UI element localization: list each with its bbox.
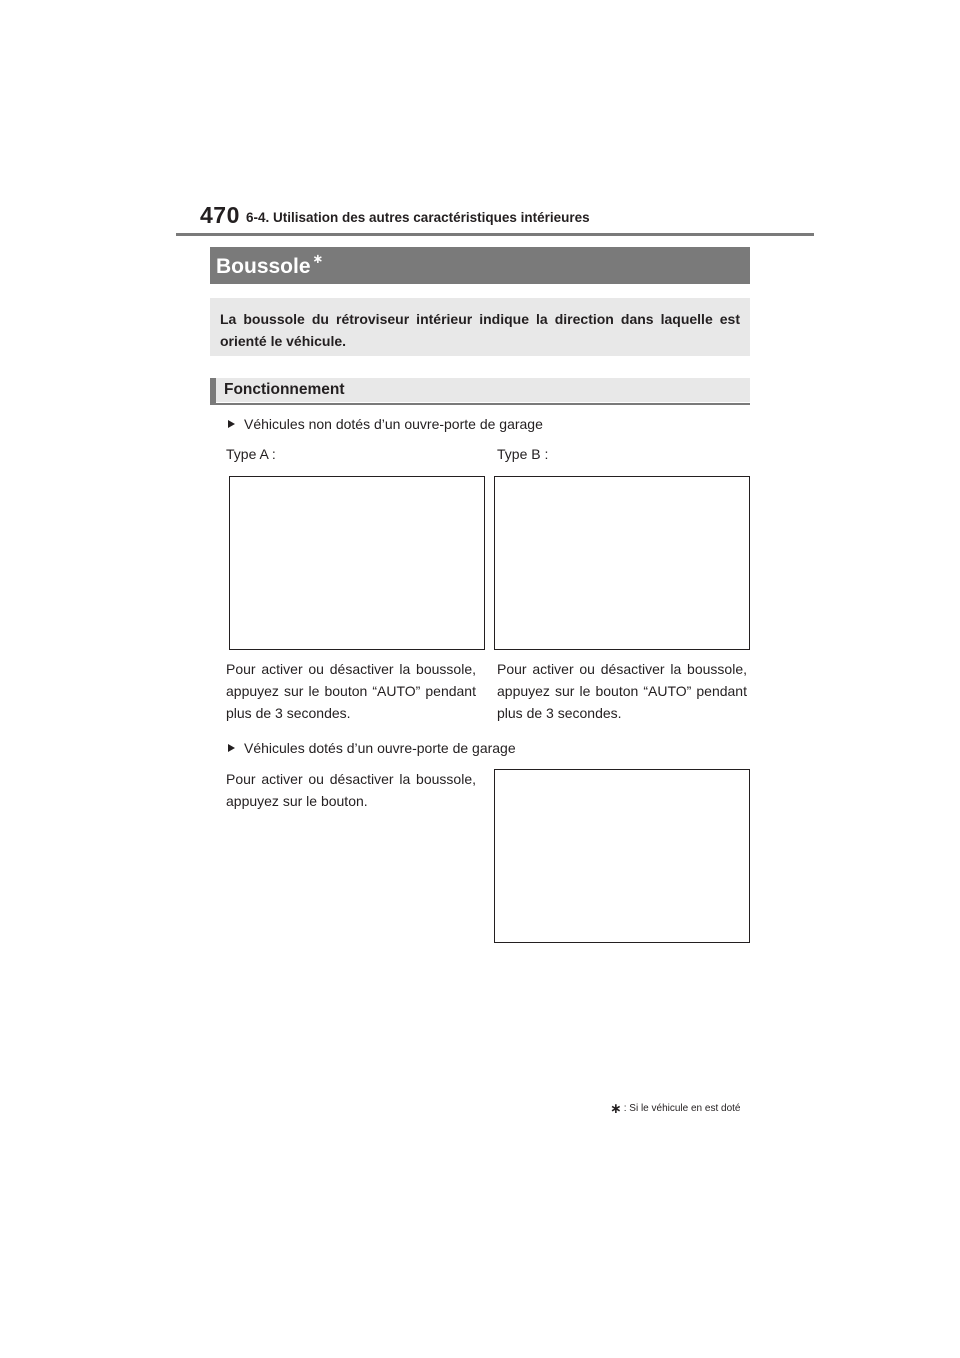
footnote: [610, 1100, 740, 1117]
type-a-label: Type A :: [226, 446, 276, 462]
type-b-label: Type B :: [497, 446, 549, 462]
subsection-title: Fonctionnement: [224, 381, 345, 398]
page-number: 470: [200, 202, 240, 228]
bullet-with-garage-opener: [228, 740, 516, 756]
asterisk-icon: ∗: [610, 1100, 622, 1116]
bullet-without-garage-opener: [228, 416, 543, 432]
bullet-without-garage-text: Véhicules non dotés d’un ouvre-porte de garage: [244, 416, 543, 432]
section-header: 6-4. Utilisation des autres caractéristiques intérieures: [246, 210, 590, 225]
garage-opener-figure: [494, 769, 750, 943]
optional-equipment-marker: ∗: [312, 251, 324, 266]
type-a-instruction: Pour activer ou désactiver la boussole, appuyez sur le bouton “AUTO” pendant plus de 3 secondes.: [226, 661, 476, 721]
subsection-underline: [210, 403, 750, 405]
intro-text: La boussole du rétroviseur intérieur indique la direction dans laquelle est orienté le véhicule.: [220, 311, 740, 349]
triangle-bullet-icon: [228, 420, 235, 428]
subsection-accent-bar: [210, 378, 216, 405]
type-b-figure: [494, 476, 750, 650]
bullet-with-garage-text: Véhicules dotés d’un ouvre-porte de garage: [244, 740, 516, 756]
footnote-text: : Si le véhicule en est doté: [623, 1103, 741, 1114]
type-b-instruction: Pour activer ou désactiver la boussole, appuyez sur le bouton “AUTO” pendant plus de 3 secondes.: [497, 661, 747, 721]
triangle-bullet-icon: [228, 744, 235, 752]
page-title: [216, 253, 323, 279]
garage-opener-instruction: Pour activer ou désactiver la boussole, appuyez sur le bouton.: [226, 771, 476, 809]
type-a-figure: [229, 476, 485, 650]
header-rule: [176, 233, 814, 236]
page-title-text: Boussole: [216, 255, 311, 278]
